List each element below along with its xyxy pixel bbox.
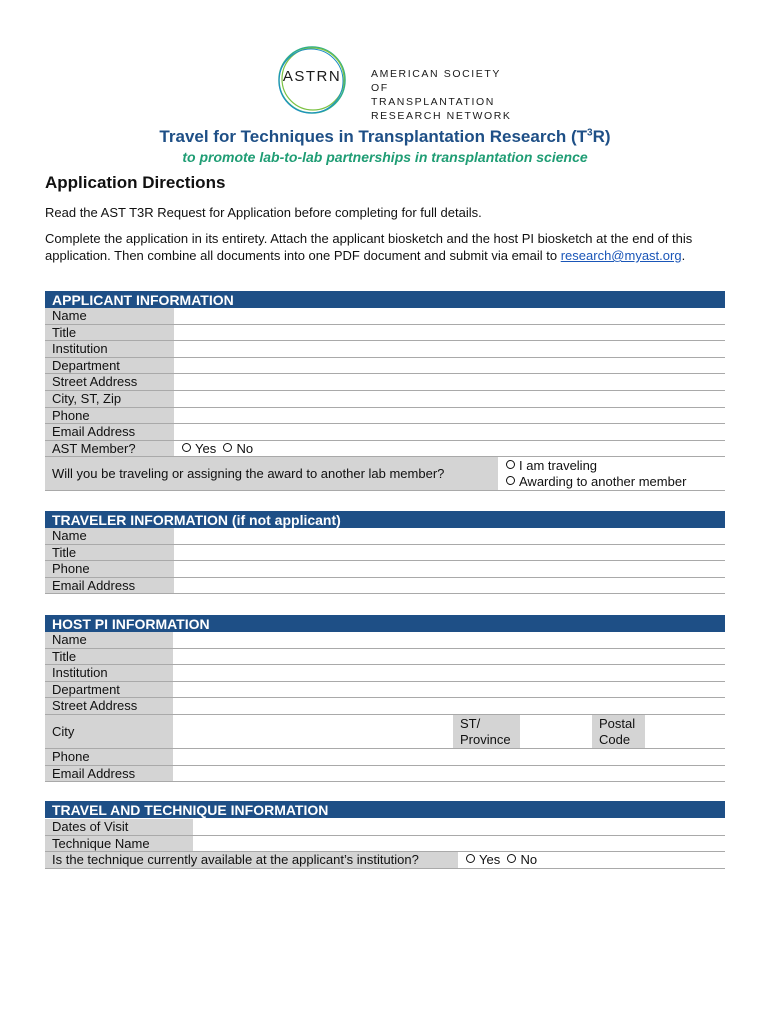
host-street-input[interactable] [173,698,725,714]
radio-icon [182,443,191,452]
traveler-table [45,528,725,594]
radio-label: No [520,852,538,868]
applicant-title-input[interactable] [174,325,725,341]
traveler-row-name [45,528,725,545]
radio-label: Yes [195,440,217,456]
field-label: Institution [45,341,174,357]
radio-label: Yes [479,852,501,868]
host-row-institution [45,665,725,682]
field-label: Phone [45,408,174,424]
ast-member-options [174,441,725,457]
astrn-logo [276,44,516,122]
traveler-row-title [45,545,725,562]
field-label: Dates of Visit [45,819,193,835]
host-row-phone [45,749,725,766]
field-label: Technique Name [45,836,193,852]
dates-of-visit-input[interactable] [193,819,725,835]
travel-row-available [45,852,725,869]
title-text: Travel for Techniques in Transplantation Research (T [159,127,588,146]
travel-table [45,819,725,869]
field-label: Title [45,325,174,341]
field-label: Name [45,528,174,544]
host-section-header: HOST PI INFORMATION [45,615,725,632]
radio-label: I am traveling [519,458,598,474]
radio-icon [466,854,475,863]
applicant-street-input[interactable] [174,374,725,390]
document-title [0,127,770,147]
applicant-row-city [45,391,725,408]
radio-icon [507,854,516,863]
st-province-label [453,715,520,748]
logo-line-3: RESEARCH NETWORK [371,110,512,122]
radio-icon [506,476,515,485]
ast-member-no-radio[interactable] [223,441,253,456]
host-phone-input[interactable] [173,749,725,765]
field-label: Department [45,682,173,698]
applicant-row-traveling [45,457,725,491]
directions-heading: Application Directions [45,173,226,192]
radio-label: Awarding to another member [519,474,687,490]
directions-para-2-text: Complete the application in its entirety. Attach the applicant biosketch and the host PI biosketch at the end of this application. Then combine all documents into one PDF document and submit via email to [45,231,693,263]
host-table [45,632,725,782]
traveler-row-email [45,578,725,595]
applicant-section-header: APPLICANT INFORMATION [45,291,725,308]
applicant-row-email [45,424,725,441]
logo-line-1: AMERICAN SOCIETY OF [371,68,501,94]
applicant-city-input[interactable] [174,391,725,407]
radio-icon [506,460,515,469]
host-title-input[interactable] [173,649,725,665]
field-label: Is the technique currently available at the applicant’s institution? [45,852,458,868]
travel-section-header: TRAVEL AND TECHNIQUE INFORMATION [45,801,725,818]
field-label: Title [45,545,174,561]
applicant-row-phone [45,408,725,425]
field-label: Title [45,649,173,665]
directions-para-2-end: . [681,248,686,263]
applicant-row-department [45,358,725,375]
traveler-section-header: TRAVELER INFORMATION (if not applicant) [45,511,725,528]
host-row-street [45,698,725,715]
logo-org-name [371,67,516,123]
host-name-input[interactable] [173,632,725,648]
logo-abbr: ASTRN [282,68,342,85]
travel-row-technique [45,836,725,853]
field-label: Department [45,358,174,374]
field-label: Street Address [45,698,173,714]
title-superscript: 3 [587,127,593,139]
host-row-department [45,682,725,699]
applicant-row-name [45,308,725,325]
applicant-name-input[interactable] [174,308,725,324]
host-institution-input[interactable] [173,665,725,681]
st-label-line-2: Province [460,731,511,747]
applicant-row-ast-member [45,441,725,458]
applicant-email-input[interactable] [174,424,725,440]
field-label: Phone [45,749,173,765]
title-end: R) [592,127,611,146]
field-label: Email Address [45,424,174,440]
traveler-name-input[interactable] [174,528,725,544]
host-city-input[interactable] [173,715,453,748]
applicant-table [45,308,725,491]
technique-name-input[interactable] [193,836,725,852]
host-row-city [45,715,725,749]
i-am-traveling-radio[interactable] [506,458,725,474]
directions-para-1: Read the AST T3R Request for Application before completing for full details. [45,205,482,220]
field-label: Street Address [45,374,174,390]
travel-row-dates [45,819,725,836]
postal-label-line-2: Code [599,731,631,747]
host-st-input[interactable] [520,715,592,748]
field-label: Institution [45,665,173,681]
field-label: AST Member? [45,441,174,457]
applicant-row-street [45,374,725,391]
traveler-title-input[interactable] [174,545,725,561]
logo-line-2: TRANSPLANTATION [371,96,495,108]
radio-icon [223,443,232,452]
technique-available-no-radio[interactable] [507,852,537,867]
host-row-email [45,766,725,783]
host-row-title [45,649,725,666]
applicant-institution-input[interactable] [174,341,725,357]
applicant-department-input[interactable] [174,358,725,374]
applicant-row-institution [45,341,725,358]
host-postal-input[interactable] [645,715,725,748]
directions-para-2 [45,230,725,264]
radio-label: No [236,440,254,456]
ast-member-yes-radio[interactable] [182,441,216,456]
awarding-to-another-radio[interactable] [506,474,725,490]
field-label: Email Address [45,578,174,594]
document-subtitle: to promote lab-to-lab partnerships in transplantation science [182,149,588,165]
applicant-row-title [45,325,725,342]
travel-options [498,457,725,490]
host-email-input[interactable] [173,766,725,782]
field-label: City [45,715,173,748]
host-row-name [45,632,725,649]
traveler-phone-input[interactable] [174,561,725,577]
applicant-phone-input[interactable] [174,408,725,424]
field-label: Name [45,632,173,648]
host-department-input[interactable] [173,682,725,698]
field-label: Name [45,308,174,324]
st-label-line-1: ST/ [460,715,481,731]
technique-available-yes-radio[interactable] [466,852,500,867]
traveler-row-phone [45,561,725,578]
field-label: City, ST, Zip [45,391,174,407]
research-email-link[interactable]: research@myast.org [560,248,682,263]
postal-code-label [592,715,645,748]
travel-question-label: Will you be traveling or assigning the award to another lab member? [45,457,498,490]
postal-label-line-1: Postal [599,715,636,731]
field-label: Email Address [45,766,173,782]
field-label: Phone [45,561,174,577]
technique-available-options [458,852,725,868]
traveler-email-input[interactable] [174,578,725,594]
